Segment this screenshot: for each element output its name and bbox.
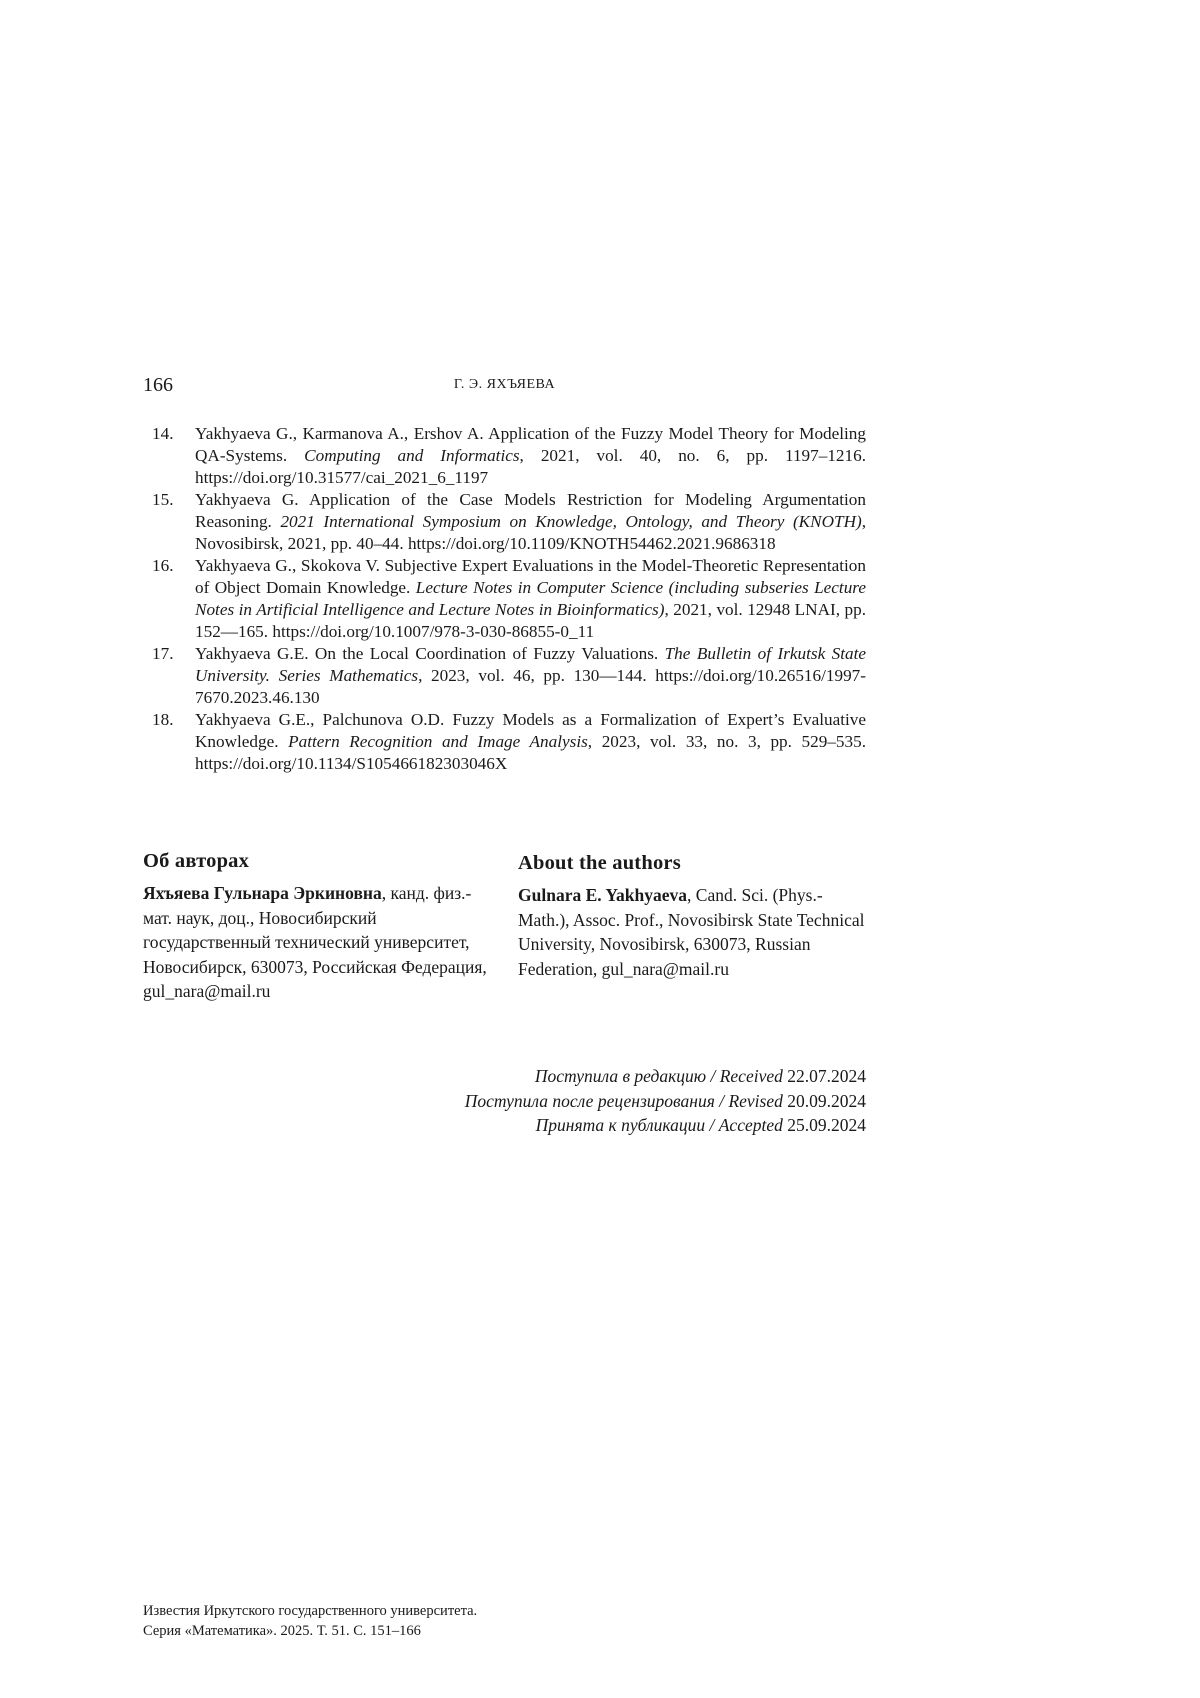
date-received [143, 1064, 866, 1089]
reference-authors-title: Yakhyaeva G.E. On the Local Coordination of Fuzzy Valuations. [195, 644, 665, 663]
reference-item [143, 709, 866, 775]
reference-item [143, 489, 866, 555]
reference-text [195, 709, 866, 775]
reference-source: Lecture Notes in Computer Science (including subseries Lecture Notes in Artificial Intelligence and Lecture Notes in Bioinformatics) [195, 578, 866, 619]
date-accepted [143, 1113, 866, 1138]
authors-section-ru [143, 850, 488, 1004]
date-value: 25.09.2024 [787, 1115, 866, 1136]
author-details-en: , Cand. Sci. (Phys.-Math.), Assoc. Prof., Novosibirsk State Technical University, Novosibirsk, 630073, Russian Federation, gul_nara@mail.ru [518, 885, 865, 979]
reference-details: , 2021, vol. 40, no. 6, pp. 1197–1216. https://doi.org/10.31577/cai_2021_6_1197 [195, 446, 867, 487]
reference-source: The Bulletin of Irkutsk State University. Series Mathematics [195, 644, 866, 685]
page-number: 166 [143, 374, 173, 396]
authors-section-en [518, 852, 873, 981]
reference-authors-title: Yakhyaeva G., Karmanova A., Ershov A. Application of the Fuzzy Model Theory for Modeling QA-Systems. [195, 424, 866, 465]
reference-number: 16. [152, 556, 174, 575]
journal-footer-line: Известия Иркутского государственного университета. [143, 1603, 478, 1619]
reference-details: , 2023, vol. 46, pp. 130—144. https://doi.org/10.26516/1997-7670.2023.46.130 [195, 666, 866, 707]
author-details-ru: , канд. физ.-мат. наук, доц., Новосибирский государственный технический университет, Новосибирск, 630073, Российская Федерация, gul_nara@mail.ru [143, 883, 487, 1002]
reference-details: , 2021, vol. 12948 LNAI, pp. 152—165. https://doi.org/10.1007/978-3-030-86855-0_11 [195, 600, 867, 641]
reference-number: 14. [152, 424, 174, 443]
reference-source: Pattern Recognition and Image Analysis [288, 732, 588, 751]
date-value: 22.07.2024 [787, 1066, 866, 1086]
author-info-en [518, 883, 873, 981]
reference-item [143, 423, 866, 489]
date-value: 20.09.2024 [787, 1090, 866, 1111]
reference-details: , 2023, vol. 33, no. 3, pp. 529–535. https://doi.org/10.1134/S105466182303046X [195, 732, 866, 773]
running-head: Г. Э. ЯХЪЯЕВА [453, 377, 556, 392]
journal-footer-line: Серия «Математика». 2025. Т. 51. С. 151–166 [143, 1623, 421, 1639]
reference-text [195, 423, 866, 489]
reference-source: 2021 International Symposium on Knowledge, Ontology, and Theory (KNOTH) [280, 512, 862, 531]
reference-text [195, 489, 866, 555]
date-label: Принята к публикации / Accepted [535, 1115, 783, 1136]
reference-item [143, 555, 866, 643]
reference-number: 18. [152, 710, 174, 729]
date-revised [143, 1089, 866, 1114]
authors-heading-ru: Об авторах [143, 850, 250, 872]
reference-item [143, 643, 866, 709]
author-name-en: Gulnara E. Yakhyaeva [518, 885, 688, 905]
date-label: Поступила после рецензирования / Revised [464, 1090, 783, 1111]
reference-authors-title: Yakhyaeva G., Skokova V. Subjective Expert Evaluations in the Model-Theoretic Representation of Object Domain Knowledge. [195, 556, 866, 597]
reference-text [195, 555, 866, 643]
date-label: Поступила в редакцию / Received [534, 1066, 783, 1086]
reference-details: , Novosibirsk, 2021, pp. 40–44. https://doi.org/10.1109/KNOTH54462.2021.9686318 [195, 512, 866, 553]
reference-authors-title: Yakhyaeva G. Application of the Case Models Restriction for Modeling Argumentation Reasoning. [195, 490, 866, 531]
reference-text [195, 643, 866, 709]
authors-heading-en: About the authors [518, 852, 681, 874]
reference-authors-title: Yakhyaeva G.E., Palchunova O.D. Fuzzy Models as a Formalization of Expert’s Evaluative Knowledge. [195, 710, 866, 751]
reference-number: 17. [152, 644, 174, 663]
reference-list [143, 423, 866, 775]
author-info-ru [143, 881, 488, 1004]
reference-number: 15. [152, 490, 174, 509]
submission-dates [143, 1064, 866, 1138]
reference-source: Computing and Informatics [304, 446, 520, 465]
author-name-ru: Яхъяева Гульнара Эркиновна [143, 883, 382, 903]
journal-footer [143, 1601, 477, 1641]
